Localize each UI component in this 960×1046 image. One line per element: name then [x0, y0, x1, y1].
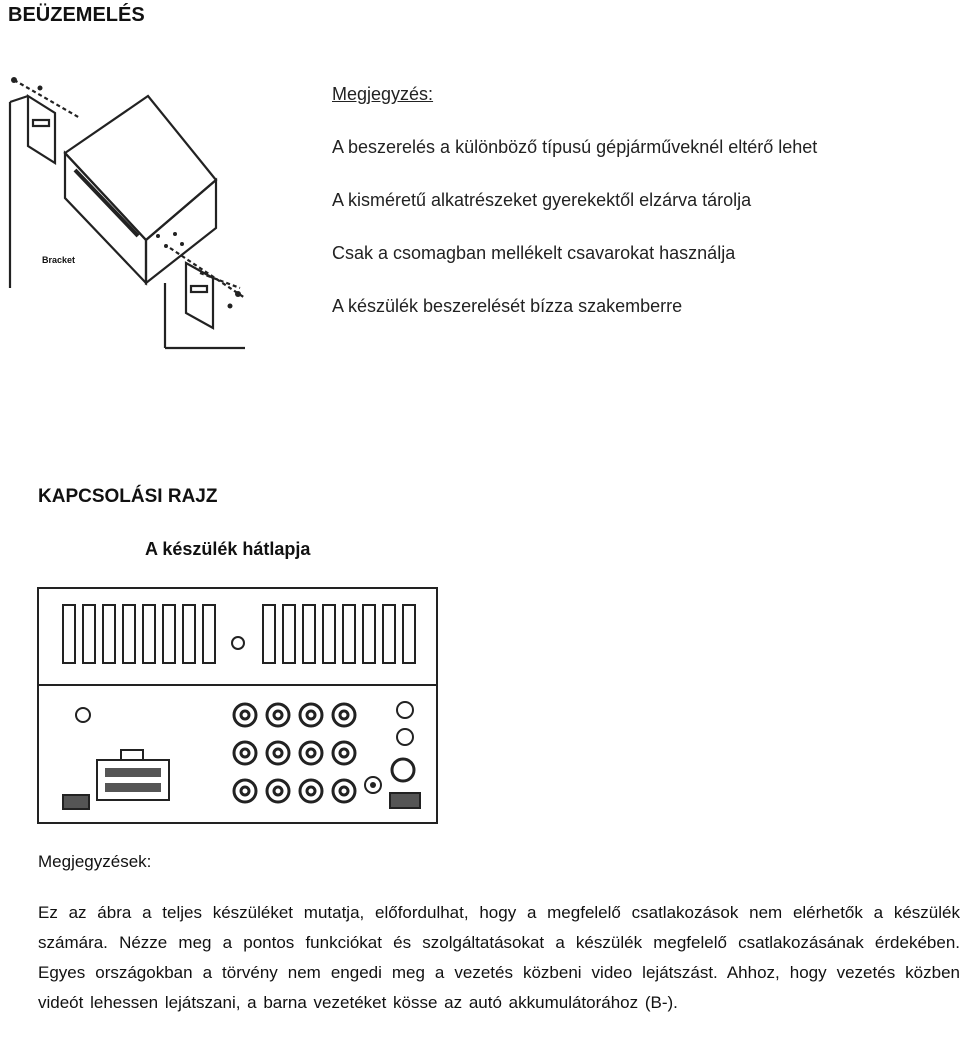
bracket-installation-figure: [0, 58, 260, 358]
note-item: Csak a csomagban mellékelt csavarokat használja: [332, 243, 736, 263]
camera-jack: [397, 702, 413, 718]
center-screw-hole: [232, 637, 244, 649]
rear-panel-figure: [35, 585, 440, 828]
heat-sink-fins: [63, 605, 415, 663]
antenna-jack: [76, 708, 90, 722]
bracket-plate-left: [28, 96, 55, 163]
section-title-installation: BEÜZEMELÉS: [8, 4, 145, 26]
bracket-label: Bracket: [42, 255, 76, 265]
note-item: A kisméretű alkatrészeket gyerekektől elzárva tárolja: [332, 190, 752, 210]
note-heading: Megjegyzés:: [332, 84, 434, 104]
disc-slot: [75, 170, 138, 236]
bracket-slot-right: [191, 286, 207, 292]
sd-slot: [390, 793, 420, 808]
bracket-plate-right: [186, 263, 213, 328]
unit-top-face: [65, 96, 216, 240]
power-connector: [97, 750, 169, 800]
note-item: A beszerelés a különböző típusú gépjárműveknél eltérő lehet: [332, 137, 818, 157]
rear-panel-subtitle: A készülék hátlapja: [145, 539, 311, 559]
notes-block: [332, 68, 817, 333]
section-title-wiring: KAPCSOLÁSI RAJZ: [38, 486, 218, 507]
unit-side-face: [146, 180, 216, 283]
usb-port: [63, 795, 89, 809]
note-item: A készülék beszerelését bízza szakemberre: [332, 296, 683, 316]
remarks-heading: Megjegyzések:: [38, 852, 152, 871]
gps-jack: [392, 759, 414, 781]
reverse-jack: [397, 729, 413, 745]
rca-jacks: [234, 704, 355, 802]
remarks-paragraph: Ez az ábra a teljes készüléket mutatja, előfordulhat, hogy a megfelelő csatlakozások nem elérhetők a készülék számára. Nézze meg a pontos funkciókat és szolgáltatásokat a készülék megfelelő csatlakozásának érdekében. Egyes országokban a törvény nem engedi meg a vezetés közbeni video lejátszást. Ahhoz, hogy vezetés közben videót lehessen lejátszani, a barna vezetéket kösse az autó akkumulátorához (B-).: [38, 903, 960, 1012]
bracket-slot-left: [33, 120, 49, 126]
